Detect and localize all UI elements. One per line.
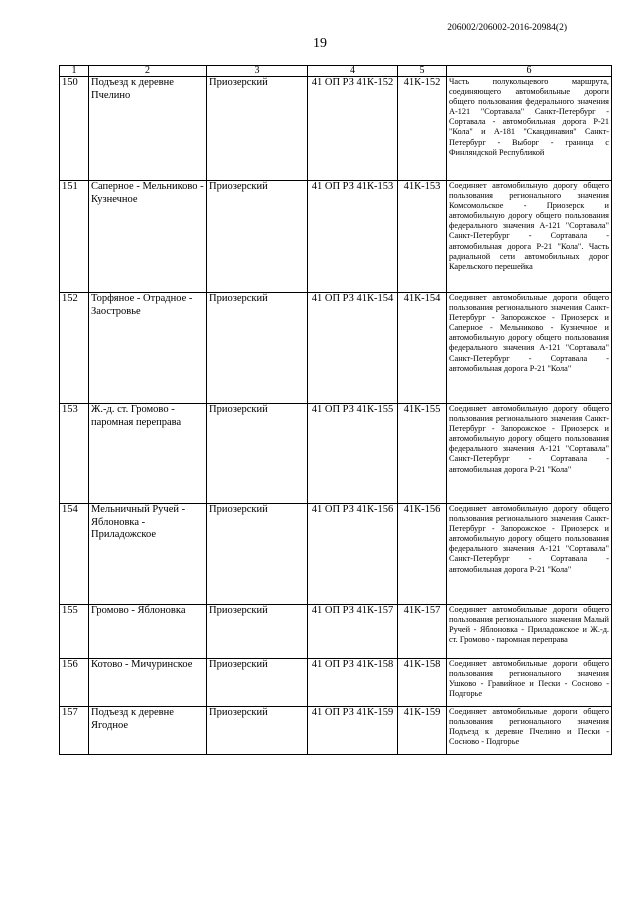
road-name: Торфяное - Отрадное - Заостровье (89, 293, 207, 404)
road-description: Соединяет автомобильные дороги общего пользования регионального значения Ушково - Гравийное и Пески - Сосново - Подгорье (447, 659, 612, 707)
district: Приозерский (207, 707, 308, 755)
road-description: Соединяет автомобильные дороги общего пользования регионального значения Малый Ручей - Яблоновка - Приладожское и Ж.-д. ст. Громово - паромная переправа (447, 605, 612, 659)
row-number: 154 (60, 504, 89, 605)
column-header-2: 2 (89, 66, 207, 77)
road-code: 41К-152 (398, 77, 447, 181)
column-header-1: 1 (60, 66, 89, 77)
document-number: 206002/206002-2016-20984(2) (447, 23, 567, 33)
road-description: Часть полукольцевого маршрута, соединяющего автомобильные дороги общего пользования федерального значения А-121 "Сортавала" Санкт-Петербург - Сортавала - автомобильная дорога Р-21 "Кола" и А-181 "Скандинавия" Санкт-Петербург - Выборг - граница с Финляндской Республикой (447, 77, 612, 181)
column-header-6: 6 (447, 66, 612, 77)
road-description: Соединяет автомобильную дорогу общего пользования регионального значения Санкт-Петербург - Запорожское - Приозерск и автомобильную дорогу общего пользования федерального значения А-121 "Сортавала" Санкт-Петербург - Сортавала - автомобильная дорога Р-21 "Кола" (447, 404, 612, 504)
road-id: 41 ОП РЗ 41К-152 (308, 77, 398, 181)
road-name: Ж.-д. ст. Громово - паромная переправа (89, 404, 207, 504)
road-description: Соединяет автомобильные дороги общего пользования регионального значения Санкт-Петербург - Запорожское - Приозерск и Саперное - Мельниково - Кузнечное и автомобильную дорогу общего пользования федерального значения А-121 "Сортавала" Санкт-Петербург - Сортавала - автомобильная дорога Р-21 "Кола" (447, 293, 612, 404)
road-code: 41К-153 (398, 181, 447, 293)
road-id: 41 ОП РЗ 41К-153 (308, 181, 398, 293)
road-id: 41 ОП РЗ 41К-159 (308, 707, 398, 755)
table-row (60, 181, 612, 293)
road-code: 41К-156 (398, 504, 447, 605)
column-header-4: 4 (308, 66, 398, 77)
page-number: 19 (313, 36, 327, 51)
road-description: Соединяет автомобильную дорогу общего пользования регионального значения Комсомольское - Приозерск и автомобильную дорогу общего пользования федерального значения А-121 "Сортавала" Санкт-Петербург - Сортавала - автомобильная дорога Р-21 "Кола". Часть радиальной сети автомобильных дорог Карельского перешейка (447, 181, 612, 293)
district: Приозерский (207, 605, 308, 659)
table-row (60, 605, 612, 659)
table-row (60, 707, 612, 755)
district: Приозерский (207, 293, 308, 404)
row-number: 156 (60, 659, 89, 707)
district: Приозерский (207, 77, 308, 181)
table-row (60, 293, 612, 404)
road-name: Саперное - Мельниково - Кузнечное (89, 181, 207, 293)
row-number: 150 (60, 77, 89, 181)
road-name: Котово - Мичуринское (89, 659, 207, 707)
road-id: 41 ОП РЗ 41К-156 (308, 504, 398, 605)
road-name: Мельничный Ручей - Яблоновка - Приладожское (89, 504, 207, 605)
road-code: 41К-159 (398, 707, 447, 755)
roads-table (59, 65, 612, 755)
column-header-5: 5 (398, 66, 447, 77)
table-row (60, 77, 612, 181)
row-number: 155 (60, 605, 89, 659)
district: Приозерский (207, 181, 308, 293)
road-id: 41 ОП РЗ 41К-158 (308, 659, 398, 707)
district: Приозерский (207, 504, 308, 605)
road-code: 41К-158 (398, 659, 447, 707)
row-number: 153 (60, 404, 89, 504)
table-row (60, 659, 612, 707)
column-number-row (60, 66, 612, 77)
district: Приозерский (207, 659, 308, 707)
road-description: Соединяет автомобильную дорогу общего пользования регионального значения Санкт-Петербург - Запорожское - Приозерск и автомобильную дорогу общего пользования федерального значения А-121 "Сортавала" Санкт-Петербург - Сортавала - автомобильная дорога Р-21 "Кола" (447, 504, 612, 605)
road-name: Громово - Яблоновка (89, 605, 207, 659)
road-name: Подъезд к деревне Пчелино (89, 77, 207, 181)
road-id: 41 ОП РЗ 41К-155 (308, 404, 398, 504)
road-code: 41К-155 (398, 404, 447, 504)
road-id: 41 ОП РЗ 41К-154 (308, 293, 398, 404)
row-number: 151 (60, 181, 89, 293)
table-row (60, 504, 612, 605)
road-name: Подъезд к деревне Ягодное (89, 707, 207, 755)
road-id: 41 ОП РЗ 41К-157 (308, 605, 398, 659)
road-code: 41К-157 (398, 605, 447, 659)
table-row (60, 404, 612, 504)
district: Приозерский (207, 404, 308, 504)
road-code: 41К-154 (398, 293, 447, 404)
row-number: 152 (60, 293, 89, 404)
column-header-3: 3 (207, 66, 308, 77)
row-number: 157 (60, 707, 89, 755)
road-description: Соединяет автомобильные дороги общего пользования регионального значения Подъезд к деревне Пчелино и Пески - Сосново - Подгорье (447, 707, 612, 755)
